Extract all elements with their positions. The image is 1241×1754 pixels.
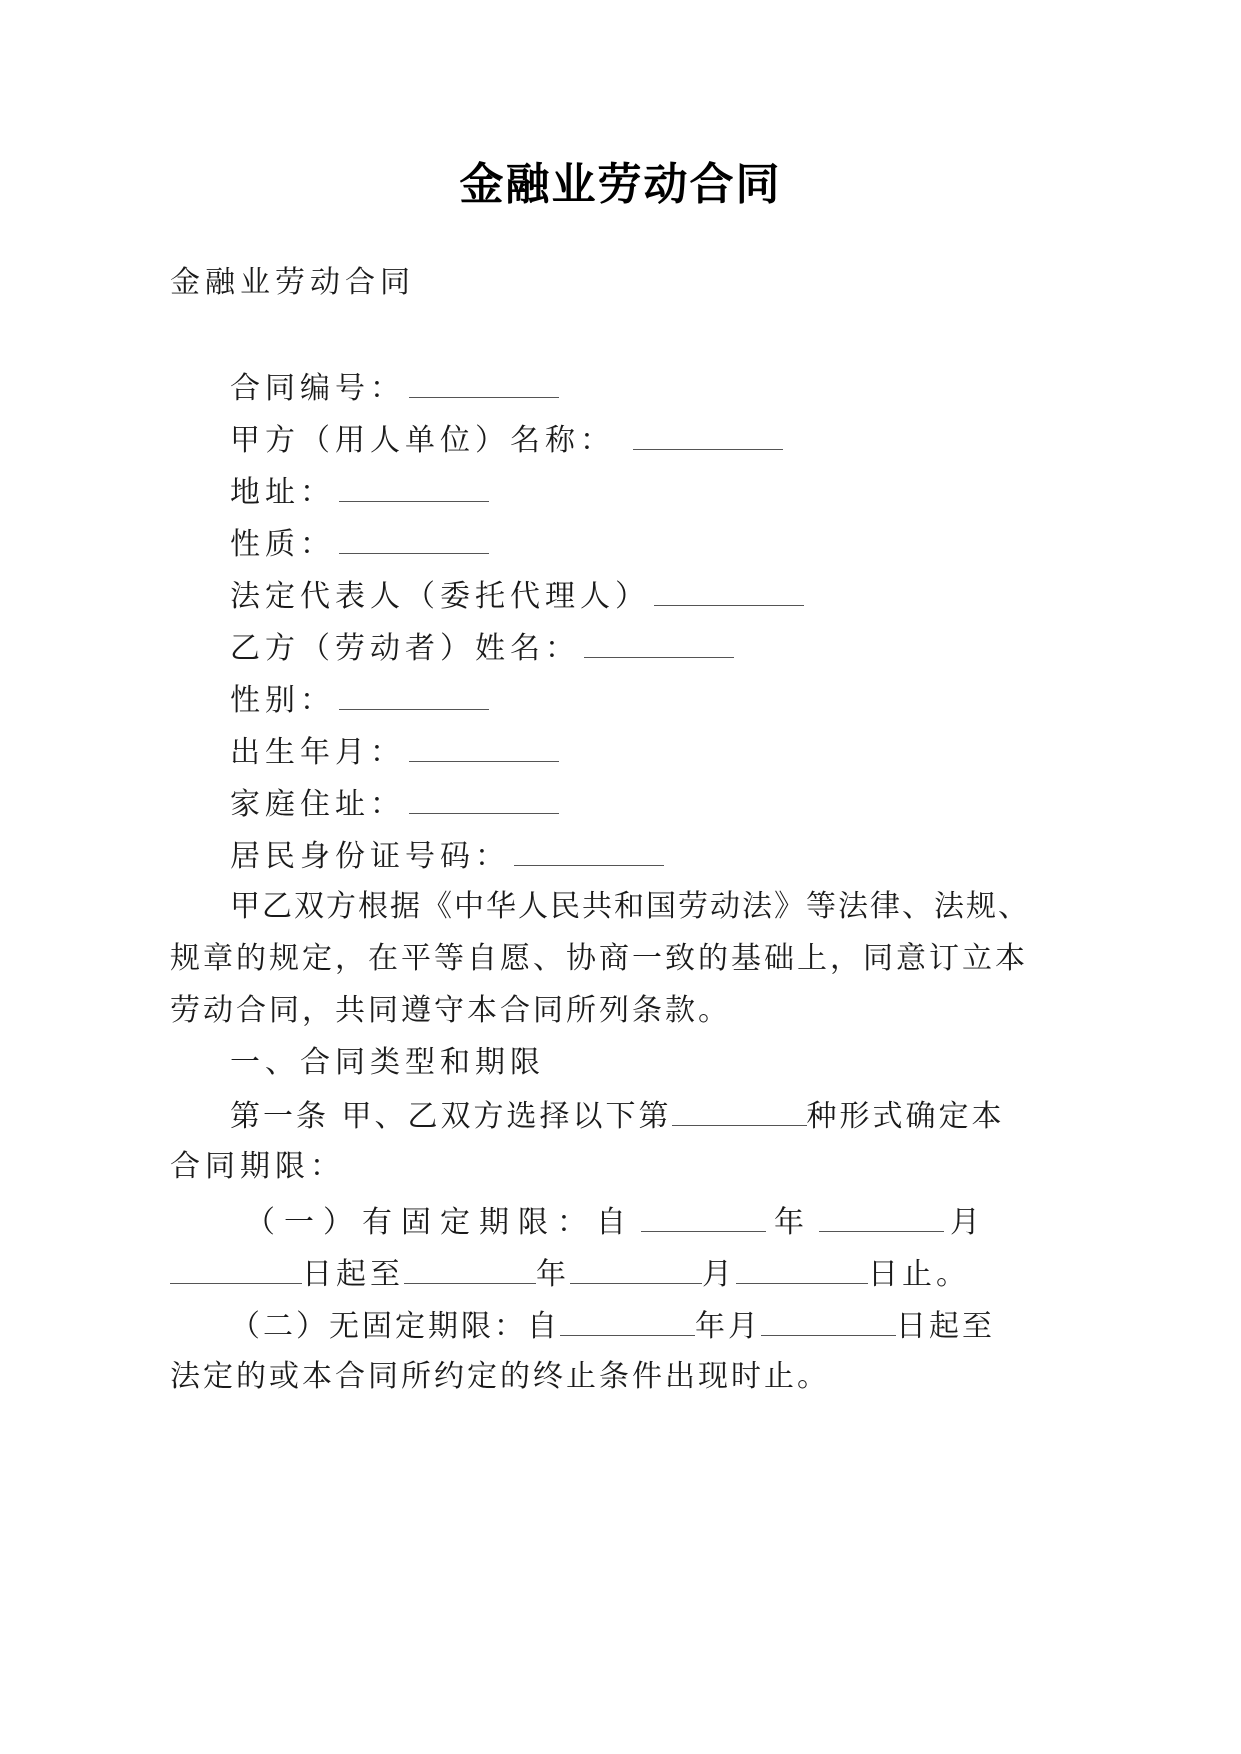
blank-line <box>641 1201 766 1232</box>
field-contract-no <box>230 367 559 409</box>
year-label: 年 <box>774 1205 813 1240</box>
field-home-address <box>230 783 559 825</box>
blank-line <box>633 419 783 450</box>
field-legal-rep <box>230 575 804 617</box>
document-title: 金融业劳动合同 <box>459 159 782 210</box>
field-label: 出生年月： <box>230 735 405 770</box>
field-birth <box>230 731 559 773</box>
field-gender <box>230 679 489 721</box>
blank-line <box>514 835 664 866</box>
month-label: 月 <box>702 1257 736 1292</box>
fixed-term-line-1 <box>245 1201 989 1243</box>
blank-line <box>654 575 804 606</box>
blank-line <box>170 1253 302 1284</box>
field-id-number <box>230 835 664 877</box>
year-month-label: 年月 <box>695 1309 761 1344</box>
year-label: 年 <box>536 1257 570 1292</box>
blank-line <box>404 1253 536 1284</box>
field-label: 法定代表人（委托代理人） <box>230 579 650 614</box>
blank-line <box>409 367 559 398</box>
field-label: 合同编号： <box>230 371 405 406</box>
blank-line <box>339 471 489 502</box>
field-address <box>230 471 489 513</box>
field-label: 乙方（劳动者）姓名： <box>230 631 580 666</box>
blank-line <box>570 1253 702 1284</box>
blank-line <box>672 1095 807 1126</box>
blank-line <box>819 1201 944 1232</box>
fixed-term-lead: （一）有固定期限：自 <box>245 1205 635 1240</box>
fixed-term-line-2 <box>170 1253 970 1295</box>
field-label: 性质： <box>230 527 335 562</box>
blank-line <box>560 1305 695 1336</box>
intro-line-1: 甲乙双方根据《中华人民共和国劳动法》等法律、法规、 <box>230 889 1030 924</box>
open-term-lead: （二）无固定期限：自 <box>230 1309 560 1344</box>
intro-line-3: 劳动合同，共同遵守本合同所列条款。 <box>170 993 731 1028</box>
field-label: 性别： <box>230 683 335 718</box>
blank-line <box>736 1253 868 1284</box>
field-party-b-name <box>230 627 734 669</box>
document-subtitle: 金融业劳动合同 <box>170 265 415 300</box>
from-label: 日起至 <box>302 1257 404 1292</box>
blank-line <box>409 783 559 814</box>
month-label: 月 <box>950 1205 989 1240</box>
field-label: 甲方（用人单位）名称： <box>230 423 615 458</box>
open-term-line-2: 法定的或本合同所约定的终止条件出现时止。 <box>170 1359 830 1394</box>
article-1-line <box>230 1095 1005 1137</box>
blank-line <box>584 627 734 658</box>
section-heading: 一、合同类型和期限 <box>230 1045 545 1080</box>
article-1-text: 第一条 甲、乙双方选择以下第 <box>230 1099 672 1134</box>
field-label: 家庭住址： <box>230 787 405 822</box>
intro-line-2: 规章的规定，在平等自愿、协商一致的基础上，同意订立本 <box>170 941 1028 976</box>
blank-line <box>761 1305 896 1336</box>
from-label: 日起至 <box>896 1309 995 1344</box>
open-term-line-1 <box>230 1305 995 1347</box>
field-party-a-name <box>230 419 783 461</box>
blank-line <box>339 679 489 710</box>
blank-line <box>409 731 559 762</box>
field-label: 居民身份证号码： <box>230 839 510 874</box>
field-label: 地址： <box>230 475 335 510</box>
article-1-text-end: 种形式确定本 <box>806 1099 1005 1134</box>
article-1-line-2: 合同期限： <box>170 1149 345 1184</box>
blank-line <box>339 523 489 554</box>
field-nature <box>230 523 489 565</box>
until-label: 日止。 <box>868 1257 970 1292</box>
